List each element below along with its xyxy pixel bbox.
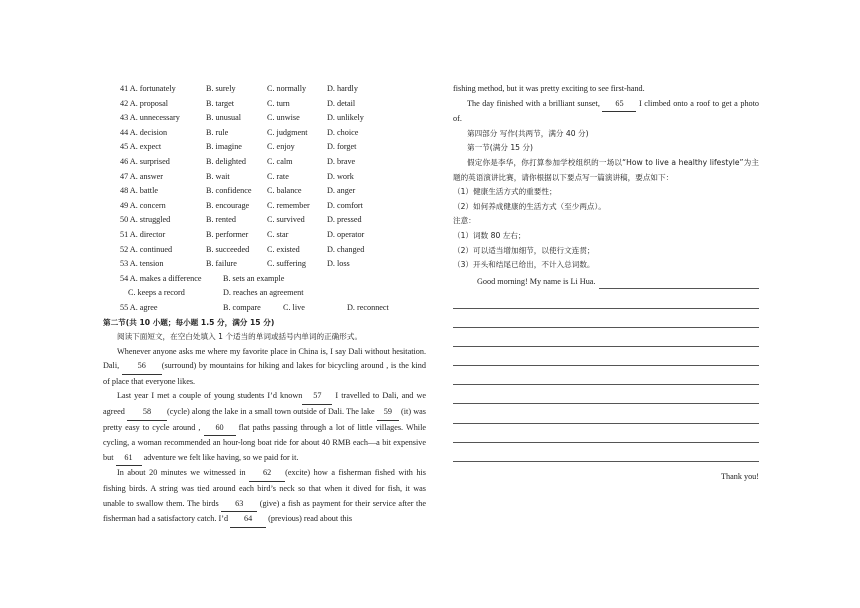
option-c: C. unwise: [267, 113, 300, 123]
option-a: 47 A. answer: [120, 171, 163, 181]
choice-row: [103, 257, 426, 272]
option-c: C. live: [283, 302, 305, 312]
note-3: （3）开头和结尾已给出，不计入总词数。: [453, 260, 595, 270]
option-a: 49 A. concern: [120, 200, 166, 210]
choice-row: [103, 213, 426, 228]
option-a: 42 A. proposal: [120, 98, 168, 108]
option-d: D. reconnect: [347, 302, 389, 312]
option-a: 43 A. unnecessary: [120, 113, 180, 123]
option-c: C. suffering: [267, 259, 306, 269]
option-b: B. performer: [206, 229, 249, 239]
option-d: D. comfort: [327, 200, 363, 210]
option-d: D. hardly: [327, 84, 358, 93]
option-a: 54 A. makes a difference: [120, 273, 202, 283]
option-c: C. enjoy: [267, 142, 295, 152]
option-b: B. imagine: [206, 142, 242, 152]
choice-row: [103, 155, 426, 170]
blank-59[interactable]: 59: [377, 405, 399, 421]
option-b: B. unusual: [206, 113, 242, 123]
option-d: D. work: [327, 171, 354, 181]
option-c: C. turn: [267, 98, 290, 108]
choice-row: [103, 199, 426, 214]
option-a: 44 A. decision: [120, 127, 168, 137]
left-column: [103, 82, 426, 528]
option-d: D. loss: [327, 259, 350, 269]
choice-row: [103, 170, 426, 185]
blank-63[interactable]: 63: [221, 497, 257, 513]
option-d: D. anger: [327, 186, 356, 196]
blank-61[interactable]: 61: [116, 451, 142, 467]
choice-row: [103, 126, 426, 141]
blank-65[interactable]: 65: [602, 97, 636, 113]
option-b: B. delighted: [206, 156, 247, 166]
option-c: C. survived: [267, 215, 305, 225]
blank-56[interactable]: 56: [122, 359, 162, 375]
option-a: 48 A. battle: [120, 186, 158, 196]
section-instruction: 阅读下面短文，在空白处填入 1 个适当的单词或括号内单词的正确形式。: [117, 332, 363, 342]
option-d: D. brave: [327, 156, 356, 166]
choice-list: [103, 82, 426, 272]
blank-62[interactable]: 62: [249, 466, 285, 482]
choice-row: [103, 97, 426, 112]
part-four-title: 第四部分 写作(共两节，满分 40 分): [467, 128, 589, 138]
option-b: B. rule: [206, 127, 229, 137]
option-a: 51 A. director: [120, 229, 166, 239]
choice-row: [103, 82, 426, 97]
writing-line[interactable]: [453, 309, 759, 328]
blank-57[interactable]: 57: [302, 389, 332, 405]
option-b: B. failure: [206, 259, 237, 269]
option-c: C. remember: [267, 200, 310, 210]
choice-row: [103, 140, 426, 155]
option-b: B. surely: [206, 84, 236, 93]
writing-line[interactable]: [453, 443, 759, 462]
blank-60[interactable]: 60: [204, 421, 236, 437]
passage-paragraph-1: Whenever anyone asks me where my favorite place in China is, I say Dali without hesitation. Dali, 56 (surround) by mountains for hiking and lakes for bicycling around , is the kind of place that everyone likes.: [103, 346, 426, 386]
passage-paragraph-2: Last year I met a couple of young students I’d known 57 I travelled to Dali, and we agreed 58 (cycle) along the lake in a small town outside of Dali. The lake 59 (it) was pretty easy to cycle around , 60 flat paths passing through a lot of little villages. While cycling, a woman recommended an hour-long boat ride for about 40 RMB each—a bit expensive but 61 adventure we felt like having, so we paid for it.: [103, 389, 426, 466]
section-title: 第二节(共 10 小题；每小题 1.5 分，满分 15 分): [103, 317, 275, 327]
option-d: D. detail: [327, 98, 356, 108]
option-c: C. judgment: [267, 127, 308, 137]
writing-line[interactable]: [453, 424, 759, 443]
option-b: B. succeeded: [206, 244, 250, 254]
option-c: C. existed: [267, 244, 300, 254]
option-b: B. wait: [206, 171, 230, 181]
choice-row: [103, 111, 426, 126]
choice-row-54b: [103, 286, 426, 301]
choice-row: [103, 184, 426, 199]
option-d: D. pressed: [327, 215, 362, 225]
point-1: （1）健康生活方式的重要性；: [453, 187, 557, 197]
option-a: 50 A. struggled: [120, 215, 171, 225]
option-c: C. rate: [267, 171, 289, 181]
essay-opening: [453, 275, 759, 290]
writing-line[interactable]: [453, 385, 759, 404]
option-b: B. sets an example: [223, 273, 285, 283]
option-b: B. compare: [223, 302, 261, 312]
choice-row-54: [103, 272, 426, 287]
option-c: C. star: [267, 229, 289, 239]
option-b: B. encourage: [206, 200, 250, 210]
writing-area[interactable]: [453, 289, 759, 462]
option-c: C. normally: [267, 84, 307, 93]
writing-line[interactable]: [453, 366, 759, 385]
option-a: 45 A. expect: [120, 142, 162, 152]
option-b: B. target: [206, 98, 235, 108]
option-c: C. calm: [267, 156, 293, 166]
passage-continuation: fishing method, but it was pretty exciting to see first-hand.: [453, 84, 645, 93]
writing-line[interactable]: [453, 328, 759, 347]
option-a: 55 A. agree: [120, 302, 158, 312]
section-one-title: 第一节(满分 15 分): [467, 143, 533, 153]
option-d: D. forget: [327, 142, 357, 152]
option-c: C. balance: [267, 186, 302, 196]
choice-row-55: [103, 301, 426, 316]
option-d: D. changed: [327, 244, 365, 254]
option-b: B. rented: [206, 215, 237, 225]
note-1: （1）词数 80 左右；: [453, 230, 526, 240]
writing-task: 假定你是李华，你打算参加学校组织的一场以“How to live a healthy lifestyle”为主题的英语演讲比赛，请你根据以下要点写一篇演讲稿，要点如下：: [453, 157, 759, 182]
option-b: B. confidence: [206, 186, 252, 196]
option-d: D. unlikely: [327, 113, 364, 123]
writing-line[interactable]: [453, 404, 759, 423]
writing-line[interactable]: [453, 347, 759, 366]
option-d: D. choice: [327, 127, 359, 137]
passage-paragraph-3: In about 20 minutes we witnessed in 62 (excite) how a fisherman fished with his fishing birds. A string was tied around each bird’s neck so that when it dived for fish, it was unable to swallow them. The birds 63 (give) a fish as payment for their service after the fisherman had a satisfactory catch. I’d 64 (previous) read about this: [103, 466, 426, 527]
option-d: D. operator: [327, 229, 365, 239]
option-a: 53 A. tension: [120, 259, 164, 269]
right-column: [453, 82, 759, 485]
writing-line[interactable]: [599, 278, 759, 289]
note-2: （2）可以适当增加细节，以使行文连贯；: [453, 245, 595, 255]
writing-line[interactable]: [453, 289, 759, 308]
blank-64[interactable]: 64: [230, 512, 266, 528]
option-a: 52 A. continued: [120, 244, 173, 254]
choice-row: [103, 228, 426, 243]
option-a: 46 A. surprised: [120, 156, 170, 166]
option-a: 41 A. fortunately: [120, 84, 176, 93]
point-2: （2）如何养成健康的生活方式（至少两点）。: [453, 201, 606, 211]
option-d: D. reaches an agreement: [223, 288, 304, 298]
opening-text: Good morning! My name is Li Hua.: [477, 276, 596, 286]
passage-paragraph-4: The day finished with a brilliant sunset, 65 I climbed onto a roof to get a photo of.: [453, 98, 759, 124]
essay-closing: Thank you!: [721, 472, 759, 481]
option-c: C. keeps a record: [128, 288, 185, 298]
choice-row: [103, 243, 426, 258]
blank-58[interactable]: 58: [127, 405, 167, 421]
note-label: 注意：: [453, 216, 476, 226]
